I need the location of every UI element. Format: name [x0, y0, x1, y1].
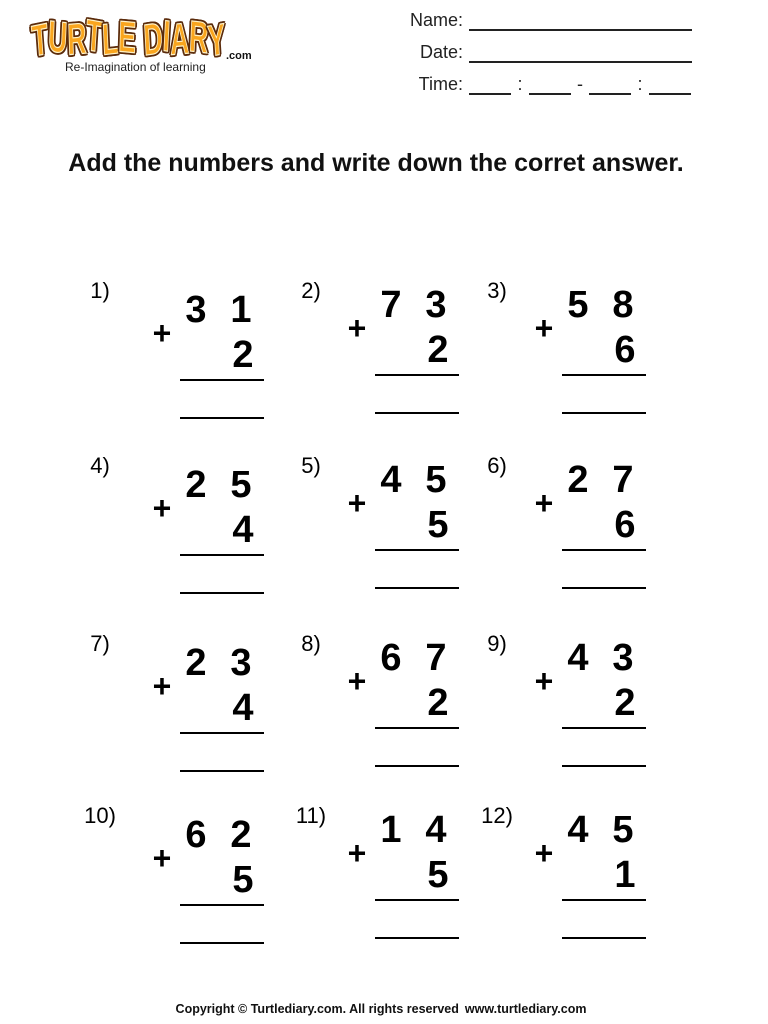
logo-letter: D [142, 13, 164, 66]
answer-blank-line [562, 937, 646, 939]
addition-problem [90, 636, 280, 796]
time-end-hour-blank [589, 73, 631, 95]
logo-letter: E [117, 12, 137, 63]
first-addend-tens-digit: 6 [380, 637, 402, 679]
problem-number: 4) [90, 453, 110, 478]
time-separator: : [637, 74, 643, 94]
logo-letter: T [84, 10, 104, 63]
answer-blank-line [375, 587, 459, 589]
problem-number: 12) [481, 803, 513, 828]
time-field [0, 73, 768, 95]
addition-problem [285, 803, 475, 963]
plus-sign: + [152, 315, 172, 351]
name-field [0, 9, 768, 31]
time-end-minute-blank [649, 73, 691, 95]
time-start-minute-blank [529, 73, 571, 95]
plus-sign: + [152, 668, 172, 704]
sum-line [562, 727, 646, 729]
first-addend-ones-digit: 8 [612, 284, 634, 326]
sum-line [375, 899, 459, 901]
problem-number: 1) [90, 278, 110, 303]
time-start-hour-blank [469, 73, 511, 95]
logo-letter: R [187, 11, 210, 64]
problem-1 [90, 278, 280, 438]
addition-problem [285, 453, 475, 613]
second-addend-digit: 4 [232, 509, 254, 551]
first-addend-ones-digit: 5 [425, 459, 447, 501]
problem-number: 6) [487, 453, 507, 478]
logo-domain-suffix: .com [226, 50, 252, 62]
addition-problem [472, 803, 662, 963]
plus-sign: + [534, 310, 554, 346]
logo-letter: L [101, 14, 120, 65]
answer-blank-line [375, 765, 459, 767]
second-addend-digit: 5 [232, 859, 254, 901]
second-addend-digit: 2 [427, 329, 449, 371]
second-addend-digit: 4 [232, 687, 254, 729]
logo-letter: T [30, 14, 50, 67]
answer-blank-line [562, 765, 646, 767]
date-field [0, 41, 768, 63]
answer-blank-line [375, 937, 459, 939]
problem-4 [90, 453, 280, 613]
first-addend-tens-digit: 1 [380, 809, 402, 851]
first-addend-ones-digit: 7 [612, 459, 634, 501]
logo-letter: U [47, 11, 69, 64]
addition-problem [90, 458, 280, 618]
sum-line [180, 732, 264, 734]
first-addend-ones-digit: 2 [230, 814, 252, 856]
problem-10 [84, 803, 280, 963]
second-addend-digit: 2 [232, 334, 254, 376]
plus-sign: + [347, 663, 367, 699]
answer-blank-line [180, 592, 264, 594]
second-addend-digit: 1 [614, 854, 636, 896]
answer-blank-line [180, 417, 264, 419]
plus-sign: + [347, 310, 367, 346]
addition-problem [285, 631, 475, 791]
date-blank-line [469, 61, 692, 63]
second-addend-digit: 6 [614, 329, 636, 371]
problem-number: 7) [90, 631, 110, 656]
time-label: Time: [418, 74, 463, 94]
time-separator: : [517, 74, 523, 94]
plus-sign: + [534, 663, 554, 699]
first-addend-tens-digit: 4 [380, 459, 402, 501]
website-url: www.turtlediary.com [464, 1002, 587, 1016]
problem-6 [472, 453, 662, 613]
time-separator: - [577, 74, 583, 94]
problem-number: 8) [301, 631, 321, 656]
sum-line [375, 549, 459, 551]
logo-tagline: Re-Imagination of learning [65, 60, 206, 74]
worksheet-instructions: Add the numbers and write down the corret answer. [68, 149, 684, 177]
addition-problem [472, 631, 662, 791]
problem-number: 5) [301, 453, 321, 478]
first-addend-ones-digit: 1 [230, 289, 252, 331]
problem-7 [90, 631, 280, 791]
footer [0, 1001, 762, 1017]
sum-line [562, 899, 646, 901]
plus-sign: + [152, 490, 172, 526]
first-addend-tens-digit: 6 [185, 814, 207, 856]
problem-number: 10) [84, 803, 116, 828]
first-addend-ones-digit: 4 [425, 809, 447, 851]
sum-line [180, 379, 264, 381]
sum-line [375, 374, 459, 376]
first-addend-tens-digit: 7 [380, 284, 402, 326]
second-addend-digit: 2 [614, 682, 636, 724]
sum-line [180, 904, 264, 906]
first-addend-tens-digit: 4 [567, 809, 589, 851]
plus-sign: + [534, 835, 554, 871]
problem-11 [285, 803, 475, 963]
addition-problem [472, 453, 662, 613]
addition-problem [472, 278, 662, 438]
first-addend-ones-digit: 5 [230, 464, 252, 506]
problem-8 [285, 631, 475, 791]
plus-sign: + [347, 835, 367, 871]
first-addend-tens-digit: 4 [567, 637, 589, 679]
sum-line [180, 554, 264, 556]
problem-2 [285, 278, 475, 438]
first-addend-ones-digit: 5 [612, 809, 634, 851]
logo-letter: I [161, 11, 172, 62]
addition-problem [90, 808, 280, 968]
addition-problem [90, 283, 280, 443]
time-blanks [469, 73, 691, 95]
name-label: Name: [409, 10, 463, 30]
problem-number: 9) [487, 631, 507, 656]
problem-9 [472, 631, 662, 791]
answer-blank-line [562, 587, 646, 589]
first-addend-tens-digit: 3 [185, 289, 207, 331]
answer-blank-line [180, 770, 264, 772]
answer-blank-line [180, 942, 264, 944]
first-addend-ones-digit: 3 [425, 284, 447, 326]
plus-sign: + [347, 485, 367, 521]
logo-letter: R [66, 14, 88, 65]
plus-sign: + [534, 485, 554, 521]
sum-line [562, 549, 646, 551]
problem-number: 11) [295, 803, 327, 828]
problem-12 [472, 803, 662, 963]
answer-blank-line [375, 412, 459, 414]
problem-3 [472, 278, 662, 438]
sum-line [375, 727, 459, 729]
name-blank-line [469, 29, 692, 31]
first-addend-ones-digit: 3 [230, 642, 252, 684]
problem-5 [285, 453, 475, 613]
problem-number: 3) [487, 278, 507, 303]
problem-number: 2) [301, 278, 321, 303]
first-addend-tens-digit: 2 [567, 459, 589, 501]
first-addend-tens-digit: 5 [567, 284, 589, 326]
first-addend-tens-digit: 2 [185, 464, 207, 506]
first-addend-ones-digit: 7 [425, 637, 447, 679]
plus-sign: + [152, 840, 172, 876]
addition-problem [285, 278, 475, 438]
answer-blank-line [562, 412, 646, 414]
logo-letter: A [169, 14, 190, 65]
first-addend-tens-digit: 2 [185, 642, 207, 684]
first-addend-ones-digit: 3 [612, 637, 634, 679]
copyright-text: Copyright © Turtlediary.com. All rights reserved [175, 1002, 459, 1016]
second-addend-digit: 6 [614, 504, 636, 546]
sum-line [562, 374, 646, 376]
second-addend-digit: 5 [427, 854, 449, 896]
second-addend-digit: 5 [427, 504, 449, 546]
date-label: Date: [419, 42, 463, 62]
logo-letter: Y [206, 14, 228, 67]
second-addend-digit: 2 [427, 682, 449, 724]
